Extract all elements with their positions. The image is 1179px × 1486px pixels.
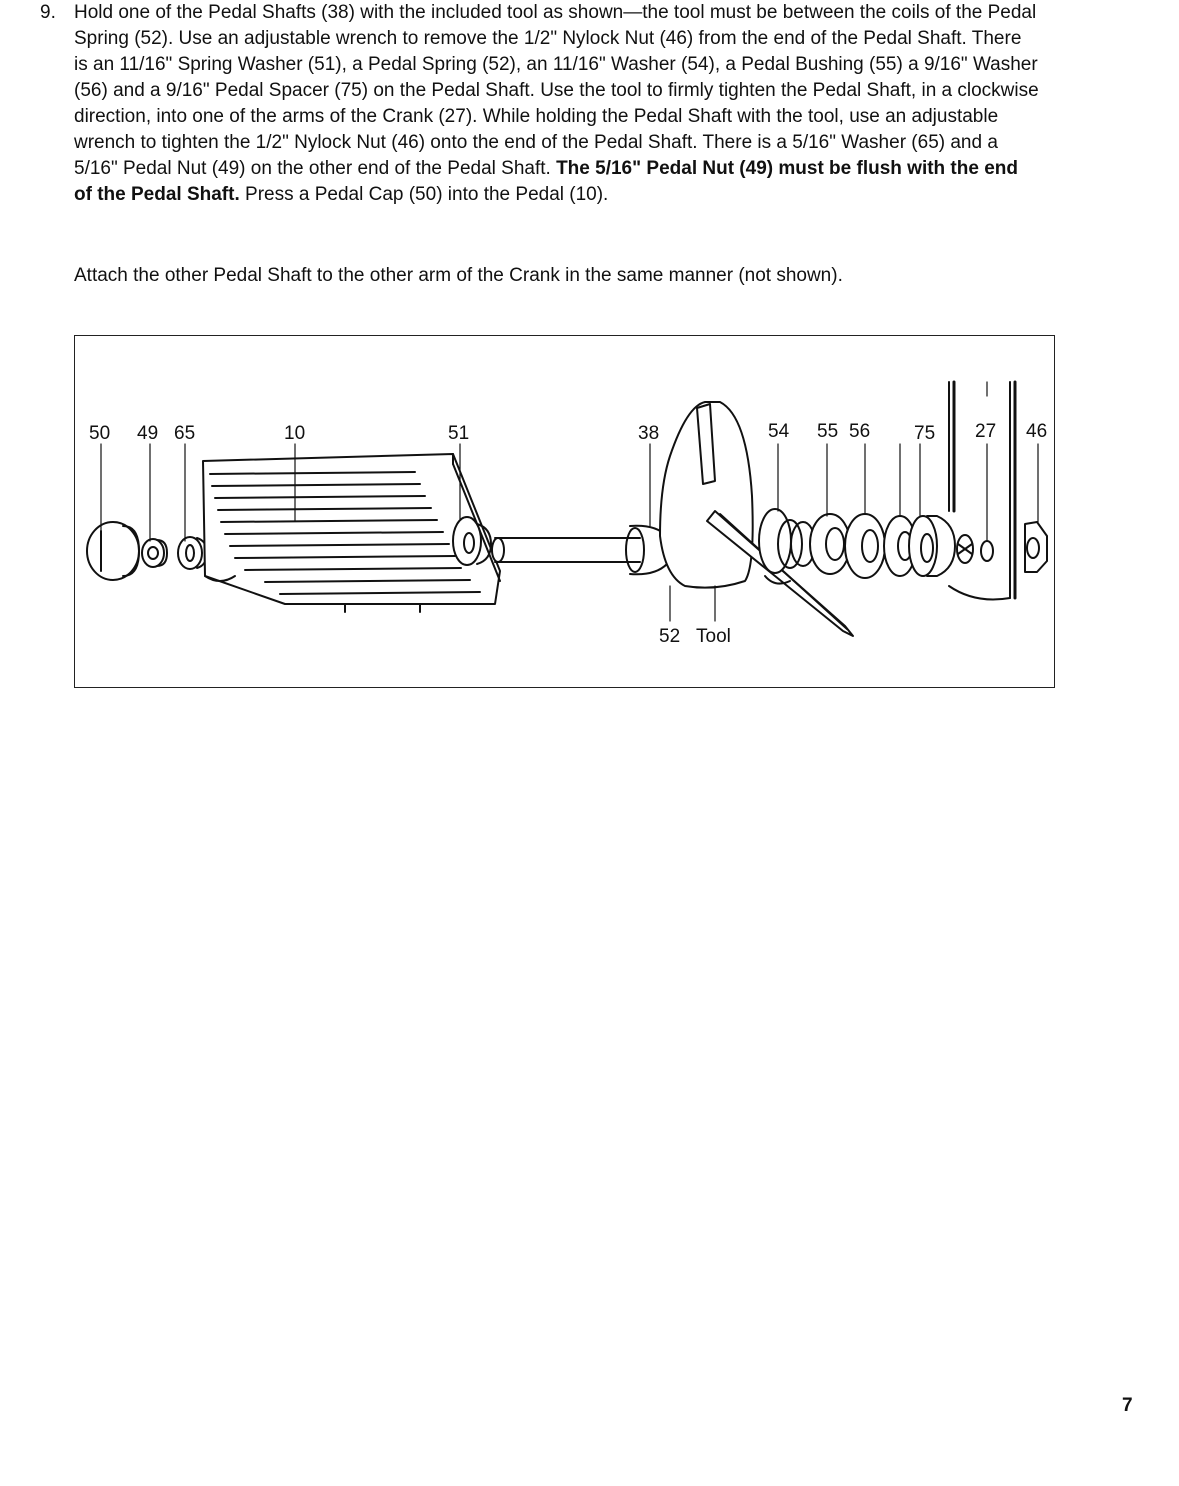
pedal-shaft-part (492, 526, 671, 575)
callout-46: 46 (1026, 421, 1048, 442)
callout-55: 55 (817, 421, 839, 442)
step-text-warning: The 5/16" Pedal Nut (49) must be flush with the end of the Pedal Shaft. (74, 158, 1018, 205)
callout-49: 49 (137, 423, 159, 444)
page-number: 7 (1122, 1395, 1133, 1416)
step-text (74, 0, 1040, 208)
nylock-nut-part (1025, 522, 1047, 572)
callout-27: 27 (975, 421, 997, 442)
washer-65-part (178, 537, 207, 569)
pedal-assembly-drawing (75, 336, 1056, 689)
crank-part (949, 382, 1015, 600)
callout-56: 56 (849, 421, 871, 442)
callout-10: 10 (284, 423, 306, 444)
callout-52: 52 (659, 626, 681, 647)
callout-38: 38 (638, 423, 660, 444)
step-text-part-2: Press a Pedal Cap (50) into the Pedal (10). (239, 184, 609, 205)
bushing-stack-part (810, 514, 916, 578)
pedal-assembly-figure (74, 335, 1055, 688)
pedal-spring-part (759, 509, 815, 584)
callout-50: 50 (89, 423, 111, 444)
callout-54: 54 (768, 421, 790, 442)
pedal-cap-part (87, 522, 139, 580)
step-number: 9. (40, 2, 56, 23)
callout-65: 65 (174, 423, 196, 444)
other-pedal-note: Attach the other Pedal Shaft to the other arm of the Crank in the same manner (not shown). (74, 265, 843, 286)
callout-75: 75 (914, 423, 936, 444)
pedal-spacer-part (909, 516, 955, 576)
step-text-part-1: Hold one of the Pedal Shafts (38) with the included tool as shown—the tool must be between the coils of the Pedal Spring (52). Use an adjustable wrench to remove the 1/2" Nylock Nut (46) from the end of the Pedal Shaft. There is an 11/16" Spring Washer (51), a Pedal Spring (52), an 11/16" Washer (54), a Pedal Bushing (55) a 9/16" Washer (56) and a 9/16" Pedal Spacer (75) on the Pedal Shaft. Use the tool to firmly tighten the Pedal Shaft, in a clockwise direction, into one of the arms of the Crank (27). While holding the Pedal Shaft with the tool, use an adjustable wrench to tighten the 1/2" Nylock Nut (46) onto the end of the Pedal Shaft. There is a 5/16" Washer (65) and a 5/16" Pedal Nut (49) on the other end of the Pedal Shaft. (74, 2, 1039, 179)
pedal-nut-part (142, 539, 167, 567)
callout-tool: Tool (696, 626, 731, 647)
callout-51: 51 (448, 423, 470, 444)
